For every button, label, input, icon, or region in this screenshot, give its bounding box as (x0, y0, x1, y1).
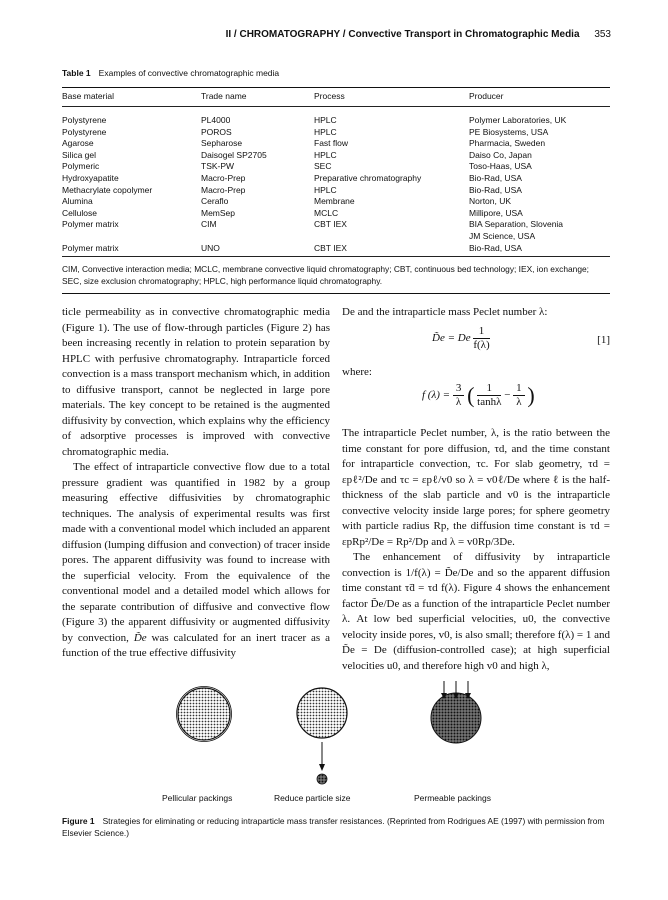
figure-label-pellicular: Pellicular packings (162, 793, 233, 803)
table-cell: UNO (201, 242, 220, 253)
table-cell: JM Science, USA (469, 230, 536, 241)
table-cell: Polymeric (62, 161, 100, 172)
eq1-lhs: D̃e = De (432, 331, 471, 344)
table-cell: Polystyrene (62, 115, 107, 125)
table-cell: Polymer matrix (62, 219, 119, 230)
table-cell: MCLC (314, 207, 339, 218)
table-cell: Alumina (62, 196, 93, 207)
table-cell: MemSep (201, 207, 236, 218)
running-title: II / CHROMATOGRAPHY / Convective Transport in Chromatographic Media (225, 29, 580, 40)
pellicular-particle (177, 687, 232, 742)
table-cell: Toso-Haas, USA (469, 161, 532, 172)
table-cell: Membrane (314, 196, 355, 207)
right-paragraph-1: The intraparticle Peclet number, λ, is the ratio between the time constant for pore diffusion, τd, and the time constant for intraparticle convection, τc. For slab geometry, τd = εpℓ²/De and τc = εpℓ/v0 so λ = v0ℓ/De where ℓ is the half-thickness of the slab particle and v0 is the intraparticle convective velocity inside large pores; for sphere geometry with particle radius Rp, the diffusion time constant is τd = εpRp²/De = Rp²/Dp and λ = v0Rp/3De. (342, 427, 610, 548)
table-cell: PE Biosystems, USA (469, 126, 549, 137)
page-number: 353 (594, 29, 611, 40)
figure-label: Figure 1 (62, 816, 95, 826)
figure-label-permeable: Permeable packings (414, 793, 492, 803)
table-cell: Bio-Rad, USA (469, 242, 522, 253)
col-header-trade-name: Trade name (201, 91, 247, 101)
table-cell: Bio-Rad, USA (469, 184, 522, 195)
table-cell: CBT IEX (314, 219, 347, 230)
reduced-particle-group (297, 688, 347, 784)
table-cell: Methacrylate copolymer (62, 184, 153, 195)
table-cell: Macro-Prep (201, 184, 246, 195)
table-cell: POROS (201, 126, 232, 137)
table-cell: Millipore, USA (469, 207, 523, 218)
figure-caption (62, 815, 610, 839)
table-cell: Polymer Laboratories, UK (469, 115, 567, 125)
table-cell: Daisogel SP2705 (201, 149, 267, 160)
table-cell: Norton, UK (469, 196, 512, 207)
table-cell: SEC (314, 161, 332, 172)
table-cell: Silica gel (62, 149, 97, 160)
right-intro: De and the intraparticle mass Peclet number λ: (342, 306, 548, 318)
eq1-number: [1] (597, 333, 610, 346)
left-paragraph-1: ticle permeability as in convective chromatographic media (Figure 1). The use of flow-through particles (Figure 2) has been increasing recently in relation to protein separation by HPLC with perfusive chromatography. Intraparticle forced convection is a mass transport mechanism which, in addition to diffusive transport, cannot be neglected in large pore materials. The key concept to be retained is the augmented diffusivity by convection, which explains why the efficiency of adsorptive processes is improved with convective chromatographic media. (62, 306, 330, 458)
col-header-base-material: Base material (62, 91, 114, 101)
table-cell: Cellulose (62, 207, 97, 218)
table-cell: HPLC (314, 126, 337, 137)
table-cell: Polystyrene (62, 126, 107, 137)
table-cell: BIA Separation, Slovenia (469, 219, 564, 230)
table-cell: Macro-Prep (201, 172, 246, 183)
eq1-fraction: $\frac{1}{f(\lambda)}$ (473, 324, 490, 351)
table-cell: Fast flow (314, 138, 349, 149)
table-cell: PL4000 (201, 115, 231, 125)
eq2-lhs: f (λ) = (422, 389, 451, 402)
table-cell: HPLC (314, 184, 337, 195)
table-cell: Bio-Rad, USA (469, 172, 522, 183)
table-cell: TSK-PW (201, 161, 235, 172)
table-cell: Agarose (62, 138, 94, 149)
where-label: where: (342, 365, 372, 378)
figure-label-reduce-size: Reduce particle size (274, 793, 351, 803)
table-footnote: CIM, Convective interaction media; MCLC, membrane convective liquid chromatography; CBT, continuous bed technology; IEX, ion exchange; SEC, size exclusion chromatography; HPLC, high performance liquid chromatography. (62, 264, 589, 287)
col-header-process: Process (314, 91, 345, 101)
permeable-particle (431, 681, 481, 743)
table-label: Table 1 (62, 68, 91, 78)
col-header-producer: Producer (469, 91, 504, 101)
table-cell: Daiso Co, Japan (469, 149, 532, 160)
table-cell: Ceraflo (201, 196, 229, 207)
table-cell: Polymer matrix (62, 242, 119, 253)
table-caption-text: Examples of convective chromatographic media (98, 68, 280, 78)
table-cell: HPLC (314, 149, 337, 160)
right-paragraph-2: The enhancement of diffusivity by intraparticle convection is 1/f(λ) = D̃e/De and so the apparent diffusion time constant τ̃d = τd f(λ). Figure 4 shows the enhancement factor D̃e/De as a function of the intraparticle Peclet number λ. At low bed superficial velocities, u0, the convective velocity inside pores, v0, is also small; therefore f(λ) = 1 and D̃e = De (diffusion-controlled case); at high superficial velocities u0, and therefore high v0 and high λ, (342, 551, 610, 672)
table-cell: Hydroxyapatite (62, 172, 119, 183)
augmented-diffusivity-symbol: D̃e (133, 631, 147, 644)
table-cell: CBT IEX (314, 242, 347, 253)
table-cell: HPLC (314, 115, 337, 125)
table-cell: Preparative chromatography (314, 172, 422, 183)
equation-2: f (λ) = $\frac{3}{\lambda}$ ( $\frac{1}{\tanh\lambda}$ − $\frac{1}{\lambda}$ ) (422, 382, 535, 408)
table-cell: Pharmacia, Sweden (469, 138, 546, 149)
left-paragraph-2: The effect of intraparticle convective flow due to a total pressure gradient was quantified in 1982 by a group measuring effective diffusivities by chromatographic techniques. The analysis of experimental results was first made with a conventional model which included an apparent diffusion (lumping diffusion and convection) of tracer inside pores. The apparent diffusivity was found to increase with the superficial velocity. From the equivalence of the conventional model and a detailed model which allows for the separate contribution of diffusive and convective flow (Figure 3) the apparent diffusivity or augmented diffusivity by convection, D̃e was calculated for an inert tracer as a function of the true effective diffusivity (62, 461, 330, 659)
table-cell: CIM (201, 219, 217, 230)
figure-caption-text: Strategies for eliminating or reducing intraparticle mass transfer resistances. (Reprinted from Rodrigues AE (1997) with permission from Elsevier Science.) (62, 816, 605, 839)
table-cell: Sepharose (201, 138, 243, 149)
